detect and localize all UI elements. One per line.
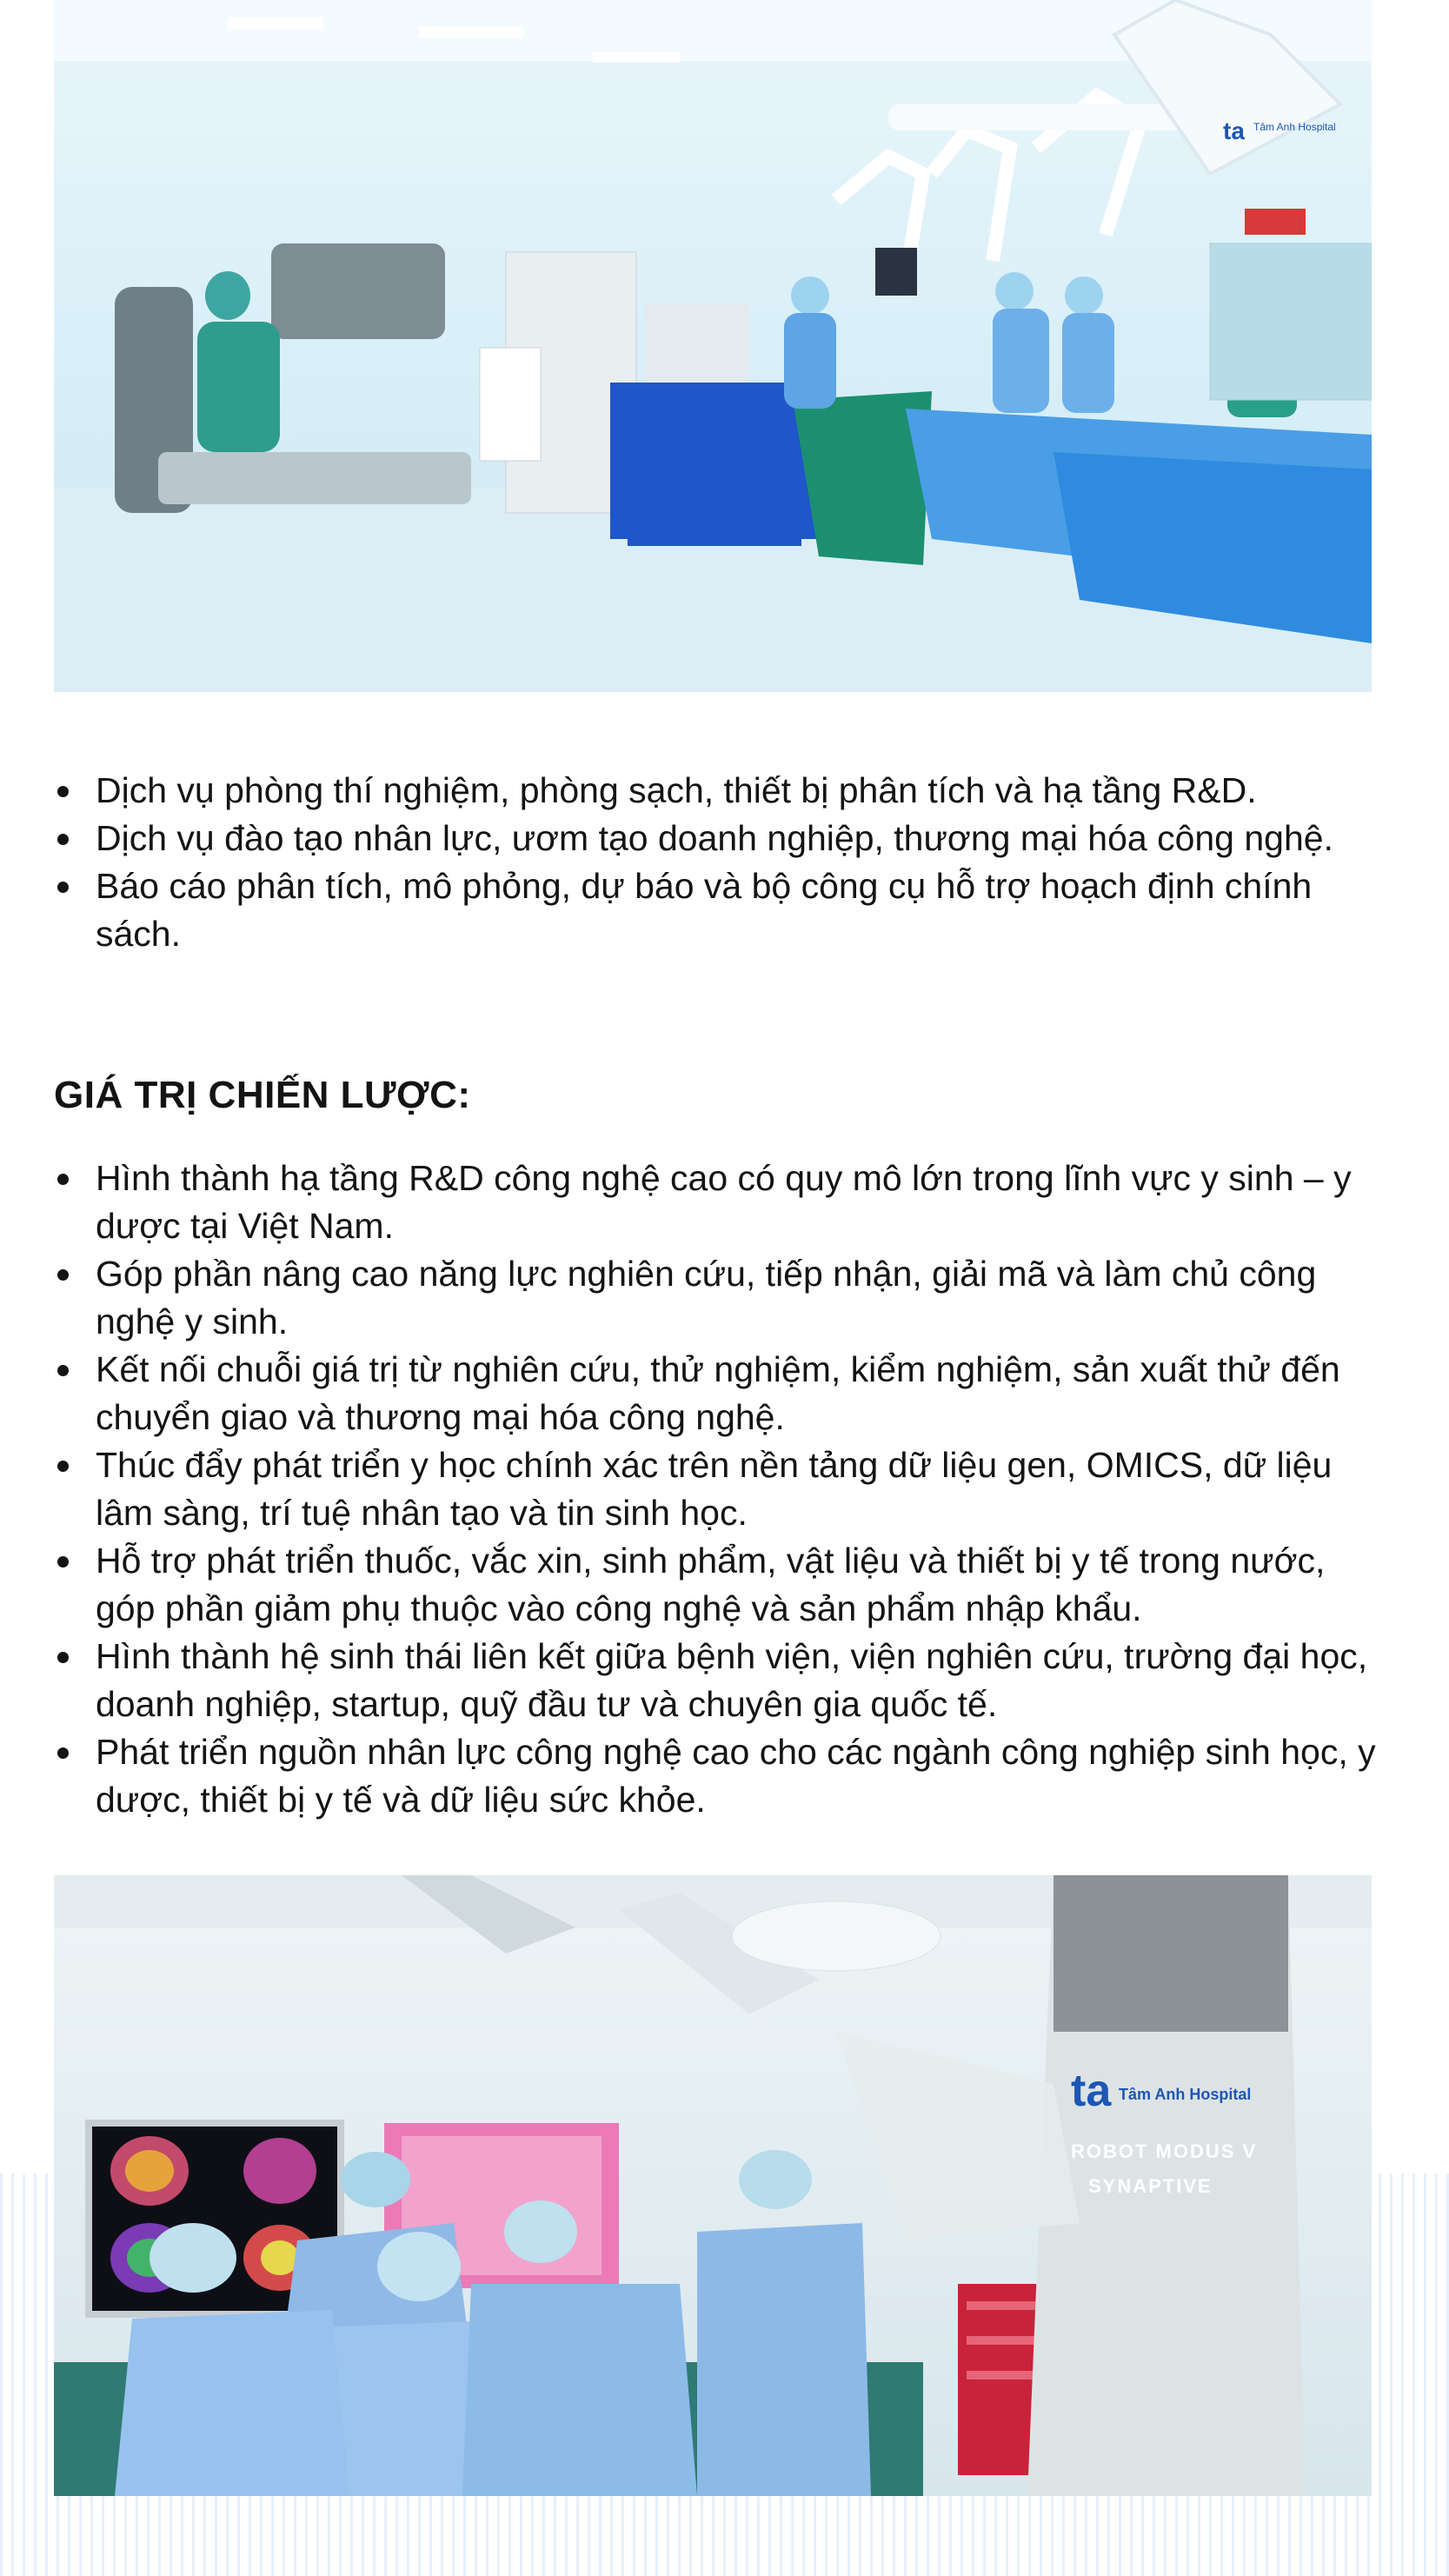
list-item: Thúc đẩy phát triển y học chính xác trên nền tảng dữ liệu gen, OMICS, dữ liệu lâm sàng, trí tuệ nhân tạo và tin sinh học. (54, 1441, 1384, 1537)
section-heading: GIÁ TRỊ CHIẾN LƯỢC: (54, 1074, 471, 1116)
hospital-logo-mark: ta (1071, 2066, 1112, 2116)
list-item: Phát triển nguồn nhân lực công nghệ cao cho các ngành công nghiệp sinh học, y dược, thiết bị y tế và dữ liệu sức khỏe. (54, 1728, 1384, 1824)
hospital-logo-text: Tâm Anh Hospital (1253, 121, 1336, 133)
hospital-logo-mark: ta (1223, 117, 1245, 144)
neurosurgery-illustration (54, 1875, 1372, 2496)
list-item: Hỗ trợ phát triển thuốc, vắc xin, sinh phẩm, vật liệu và thiết bị y tế trong nước, góp phần giảm phụ thuộc vào công nghệ và sản phẩm nhập khẩu. (54, 1537, 1384, 1633)
neurosurgery-photo (54, 1875, 1372, 2496)
list-item: Báo cáo phân tích, mô phỏng, dự báo và bộ công cụ hỗ trợ hoạch định chính sách. (54, 862, 1384, 958)
list-item: Hình thành hạ tầng R&D công nghệ cao có quy mô lớn trong lĩnh vực y sinh – y dược tại Việt Nam. (54, 1155, 1384, 1250)
list-item: Kết nối chuỗi giá trị từ nghiên cứu, thử nghiệm, kiểm nghiệm, sản xuất thử đến chuyển giao và thương mại hóa công nghệ. (54, 1346, 1384, 1441)
list-item: Dịch vụ đào tạo nhân lực, ươm tạo doanh nghiệp, thương mại hóa công nghệ. (54, 815, 1384, 862)
list-item: Dịch vụ phòng thí nghiệm, phòng sạch, thiết bị phân tích và hạ tầng R&D. (54, 767, 1384, 815)
operating-room-photo (54, 0, 1372, 692)
robot-model-label: ROBOT MODUS V (1071, 2140, 1258, 2162)
list-item: Góp phần nâng cao năng lực nghiên cứu, tiếp nhận, giải mã và làm chủ công nghệ y sinh. (54, 1250, 1384, 1346)
services-list (54, 767, 1384, 958)
list-item: Hình thành hệ sinh thái liên kết giữa bệnh viện, viện nghiên cứu, trường đại học, doanh nghiệp, startup, quỹ đầu tư và chuyên gia quốc tế. (54, 1633, 1384, 1728)
hospital-logo-text: Tâm Anh Hospital (1119, 2086, 1252, 2103)
strategic-values-list (54, 1155, 1384, 1824)
operating-room-illustration (54, 0, 1372, 692)
robot-brand-label: SYNAPTIVE (1088, 2175, 1213, 2197)
